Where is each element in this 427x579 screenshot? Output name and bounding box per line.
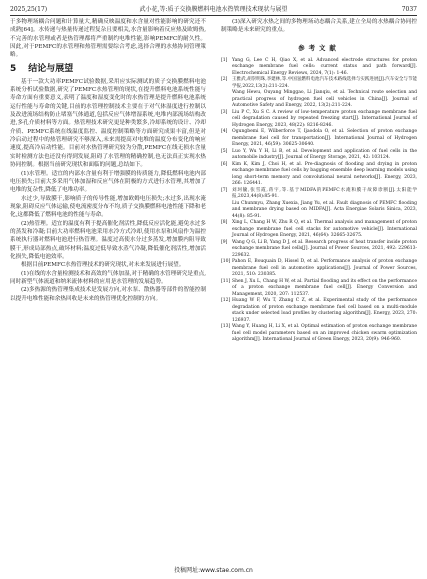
section-title: 结论与展望 [28,63,74,74]
reference-number: [9] [221,239,228,245]
reference-number: [4] [221,129,228,135]
body-paragraph: 水过少,导致膜干,影响质子的传导性能,增加欧姆电压损失;水过多,出现水淹现象,阻碍反应气体运输,使电流密度分布不均,质子交换膜燃料电池性能下降和老化,这都降低了燃料电池的性能与寿命。 [10,195,206,219]
reference-number: [13] [221,324,231,330]
body-paragraph: (3)深入研究水热之间的多物理场动态耦合关系,建立全局的水热耦合协同控制策略是未来研究的重点。 [221,19,417,34]
reference-number: [3] [221,109,228,115]
reference-number: [12] [221,298,231,304]
reference-text: Kim K, Kim J, Choi H, et al. Pre-diagnosis of flooding and drying in proton exchange membrane fuel cells by bagging ensemble deep learning models using long short-term memory and convolutional neural networks[J]. Energy, 2023, 266: 126441. [232,161,417,187]
reference-text: Liu P C, Xu S C. A review of low-temperature proton exchange membrane fuel cell degradation caused by repeated freezing start[J]. International Journal of Hydrogen Energy, 2023, 48(22): 8216-8246. [232,109,417,128]
reference-item [221,298,417,324]
reference-text: Xing L, Chang H W, Zhu R Q, et al. Thermal analysis and management of proton exchange membrane fuel cell stacks for automotive vehicle[J]. International Journal of Hydrogen Energy, 2021, 46(64): 32665-32675. [232,220,417,239]
body-paragraph: (2)热管理。适宜的温度有利于提高催化剂活性,降低反应活化能,避免水过多的蒸发和冷凝;目前大功率燃料电池采用水冷方式冷却,使用水泵和风扇作为温控系统执行器对燃料电池进行热管理。温度过高使水分过多蒸发,增加膜内阻导致膜干,形成局部热点,破坏材料;温度过低导致水蒸气冷凝,降低催化剂活性,增加活化损失,降低电池效率。 [10,220,206,260]
reference-text: Wang Hewu, Ouyang Minggao, Li Jianqiu, et al. Technical route selection and practical progress of hydrogen fuel cell vehicles in China[J]. Journal of Automotive Safety and Energy, 2022, 13(2):211-224. [232,90,417,109]
reference-number: [7] [221,187,228,193]
page-number: 7037 [401,6,417,13]
section-number: 5 [10,63,17,74]
reference-list [221,58,417,344]
reference-text: Liu Chunmyu, Zhang Xuexia, Jiang Yu, et al. Fault diagnosis of PEMFC flooding and membrane drying based on MIDFA[J]. Acta Energiae Solaris Sinica, 2023, 44(8): 85-91. [232,200,417,219]
reference-item [221,58,417,78]
reference-text: Huang W F, Wu T, Zhang C Z, et al. Experimental study of the performance degradation of proton exchange membrane fuel cell based on a multi-module stack under selected load profiles by clustering algorithm[J]. Energy, 2023, 270: 126937. [232,298,417,323]
running-header [10,4,417,15]
reference-text: Luo Y, Wu Y H, Li B, et al. Development and application of fuel cells in the automobile industry[J]. Journal of Energy Storage, 2021, 42: 103124. [232,148,417,161]
body-paragraph: 根据目前PEMFC水热管理技术的研究现状,对未来发展进行展望。 [21,262,185,269]
reference-text: Wang Y, Huang H, Li X, et al. Optimal estimation of proton exchange membrane fuel cell model parameters based on an improved chicken swarm optimization algorithm[J]. International Journal of Green Energy, 2023, 20(9): 946-960. [232,324,417,343]
intro-paragraph: 于多物理场耦合问题和计算量大,精确反映温度和水含量对性能影响的研究还不成熟[64]。水传递与热量传递过程复杂且要相关,水含量影响着反应热及欧姆热,不完善的水管理或者是热管理都将严重制约电堆性能,影响PEMFC的耐久性。因此,对于PEMFC的水管理和热管理需要综合考虑,选择合理的水热协同管理策略。 [10,19,206,59]
body-paragraph: (1)在线的水含量检测技术和高效的气体加湿,对于精确的水管理研究是重点,同时新型气体流道和纳米流体材料的应用是水管理的发展趋势。 [10,270,206,285]
reference-number: [11] [221,278,231,284]
reference-number [221,90,232,110]
reference-item [221,220,417,240]
reference-number: [5] [221,148,228,154]
reference-number [221,201,232,221]
references-title: 参考文献 [298,43,340,52]
reference-item [221,90,417,110]
page-footer [0,565,427,574]
article-running-title: 武小花,等:质子交换膜燃料电池水热管理技术现状与展望 [139,6,288,13]
left-column [10,18,206,303]
reference-item [221,259,417,279]
reference-item [221,110,417,130]
reference-item [221,201,417,221]
right-column [221,18,417,344]
reference-item [221,149,417,162]
reference-text: 王雅武,胡崇明珠,李建林,等.中国氢燃料电池汽车技术路线选择与实践进展[J].汽车安全与节能学报,2022,13(2):211-224. [232,77,417,89]
reference-number: [2] [221,77,228,83]
section-heading [10,63,206,75]
reference-text: Pahon E, Bouquain D, Hissel D, et al. Performance analysis of proton exchange membrane fuel cell in automotive applications[J]. Journal of Power Sources, 2021, 510: 230385. [232,259,417,278]
reference-item [221,279,417,299]
reference-number: [1] [221,57,228,63]
reference-text: Shen J, Xu L, Chang H W, et al. Partial flooding and its effect on the performance of a proton exchange membrane fuel cell[J]. Energy Conversion and Management, 2020, 207: 112537. [232,278,417,297]
reference-item [221,324,417,344]
submission-url: 投稿网址:www.stae.com.cn [174,567,253,574]
reference-item [221,240,417,260]
reference-number: [6] [221,161,228,167]
reference-text: Ogungbemi E, Wilberforce T, Ijaodola O, et al. Selection of proton exchange membrane fuel cell for transportation[J]. International Journal of Hydrogen Energy, 2021, 46(59): 30625-30640. [232,129,417,148]
reference-item [221,77,417,90]
reference-number: [10] [221,259,231,265]
reference-item [221,162,417,188]
reference-item [221,129,417,149]
journal-volume-issue: 2025,25(17) [10,6,48,13]
body-paragraph: 基于一款大功率PEMFC试验数据,采用应实际测试的质子交换膜燃料电池系统分析试验数据,研究了PEMFC水热管理的现状,在提升燃料电池系统性能与寿命方面有重要意义,表明了温度和湿度变化时的水热管理是提升燃料电池系统运行性能与寿命的关键,目前的水管理控制技术主要在于对气体湿度进行控制以及改进流场结构防止堵塞气体通道,包括反应气体增湿系统,电堆内部流场结构改进,多孔介质材料等方面。热管理技术研究更是种类繁多,冷却系统的设计、冷却介质、PEMFC系统在线温度监控、温度控制策略等方面研究成果丰富,但是对冷启动过程中的热管理研究不够深入,未来需提高对电堆的温度分布变化的响应速度,提高冷启动性能。目前对水热管理研究较为分散,PEMFC在线无损水含量实时检测方法也还没有得到发展,阻碍了水管理的精确控制,也无法真正实现水热协同控制。根据当前研究现状和面临的问题,总结如下。 [10,78,206,169]
header-rule [10,15,417,16]
body-paragraph: (1)水管理。适宜的内部水含量有利于增强膜的传质能力,降低燃料电池内部电压损失;目前大多采用气体加湿和反应气体在阴极的方式进行水管理,其增加了电堆的复杂性,降低了电堆功率。 [10,170,206,194]
reference-item [221,188,417,201]
body-paragraph: (2)多热源的热管理集成技术是发展方向,对水泵、散热器等部件的智能控制以提升电堆性能和余热回收是未来的热管理优化控制的方向。 [10,287,206,302]
reference-number: [8] [221,220,228,226]
reference-text: Yang G, Lee C H, Qiao X, et al. Advanced electrode structures for proton exchange membrane fuel cells: current status and path forward[J]. Electrochemical Energy Reviews, 2024, 7(1): 1-46. [232,57,417,76]
reference-text: Wang Q G, Li B, Yang D J, et al. Research progress of heat transfer inside proton exchange membrane fuel cells[J]. Journal of Power Sources, 2021, 492: 229613-229632. [232,239,417,258]
reference-text: 刘珂毓,张雪霞,蒋宇,等.基于MIDFA的PEMFC水淹和膜干故障诊断[J].太阳能学报,2023,44(8):85-91. [232,187,417,200]
